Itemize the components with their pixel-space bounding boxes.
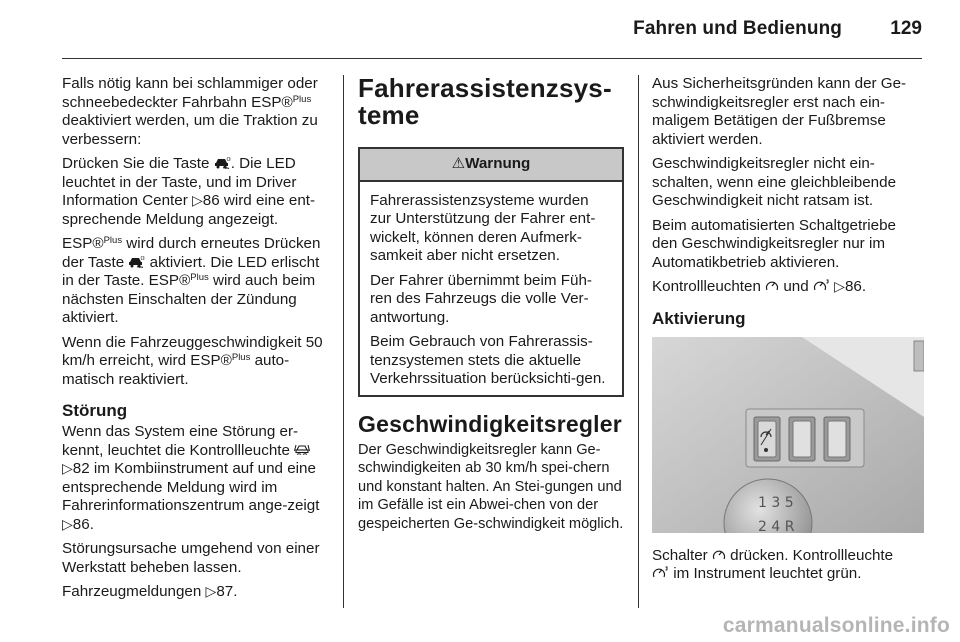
warning-header <box>360 149 622 182</box>
esp-off-car-icon <box>214 156 231 169</box>
page-reference[interactable]: 86 <box>844 278 862 295</box>
svg-text:OFF: O <box>140 255 145 262</box>
column-divider-left <box>343 75 344 608</box>
paragraph: Falls nötig kann bei schlammiger oder schneebedeckter Fahrbahn ESP®$^{Plus}$ deaktiviert werden, um die Traktion zu verbessern: <box>62 75 318 148</box>
page-reference[interactable]: 86 <box>202 192 220 209</box>
subheading-stoerung: Störung <box>62 401 128 420</box>
section-heading-geschwindigkeitsregler: Geschwindigkeitsregler <box>358 410 622 437</box>
arrow-icon: ▷ <box>192 193 203 209</box>
warning-title: Warnung <box>465 155 531 172</box>
svg-text:2 4 R: 2 4 R <box>758 518 795 533</box>
page-number: 129 <box>890 18 922 39</box>
paragraph: Kontrollleuchten und ▷86. <box>652 278 867 295</box>
page-header-title: Fahren und Bedienung <box>633 18 842 39</box>
dashboard-switch-photo <box>652 337 924 533</box>
column-divider-right <box>638 75 639 608</box>
page-reference[interactable]: 82 <box>72 460 90 477</box>
svg-text:OFF: O <box>226 157 231 163</box>
cruise-control-set-lamp-icon <box>813 279 830 292</box>
warning-box <box>358 147 624 397</box>
column-middle <box>358 75 624 539</box>
paragraph: Wenn das System eine Störung er-kennt, leuchtet die Kontrollleuchte ▷82 im Kombiinstrument auf und eine entsprechende Meldung wird im Fahrerinformationszentrum ange-zeigt ▷86. <box>62 423 320 533</box>
header-divider <box>62 58 922 59</box>
paragraph: Geschwindigkeitsregler nicht ein-schalten, wenn eine gleichbleibende Geschwindigkeit nicht ratsam ist. <box>652 155 897 209</box>
page-reference[interactable]: 87 <box>216 583 234 600</box>
warning-paragraph: Fahrerassistenzsysteme wurden zur Unterstützung der Fahrer ent-wickelt, können deren Aufmerk-samkeit aber nicht ersetzen. <box>370 191 596 264</box>
arrow-icon: ▷ <box>62 516 73 533</box>
watermark: carmanualsonline.info <box>722 614 950 637</box>
column-left <box>62 75 330 608</box>
arrow-icon: ▷ <box>62 461 73 477</box>
paragraph: Aus Sicherheitsgründen kann der Ge-schwindigkeitsregler erst nach ein-maligem Betätigen der Fußbremse aktiviert werden. <box>652 75 907 148</box>
paragraph: ESP®$^{Plus}$ wird durch erneutes Drücken der Taste O aktiviert. Die LED erlischt in der Taste. ESP®$^{Plus}$ wird auch beim nächsten Einschalten der Zündung aktiviert. <box>62 235 321 326</box>
paragraph: Drücken Sie die Taste O . Die LED leuchtet in der Taste, und im Driver Information Center ▷86 wird eine ent-sprechende Meldung angezeigt. <box>62 155 316 228</box>
cruise-control-lamp-icon <box>712 548 726 561</box>
page-reference[interactable]: 86 <box>72 515 90 533</box>
paragraph: Fahrzeugmeldungen ▷87. <box>62 583 238 600</box>
paragraph: Wenn die Fahrzeuggeschwindigkeit 50 km/h erreicht, wird ESP®$^{Plus}$ auto-matisch reaktiviert. <box>62 333 323 388</box>
section-heading-fahrerassistenzsysteme: Fahrerassistenzsys-teme <box>358 73 612 130</box>
subheading-aktivierung: Aktivierung <box>652 308 746 328</box>
warning-paragraph: Beim Gebrauch von Fahrerassis-tenzsystemen stets die aktuelle Verkehrssituation berücksichti-gen. <box>370 333 606 387</box>
paragraph: Beim automatisierten Schaltgetriebe den Geschwindigkeitsregler nur im Automatikbetrieb aktivieren. <box>652 216 896 271</box>
arrow-icon: ▷ <box>834 279 845 295</box>
paragraph: Schalter drücken. Kontrollleuchte im Instrument leuchtet grün. <box>652 546 894 582</box>
paragraph: Störungsursache umgehend von einer Werkstatt beheben lassen. <box>62 540 320 576</box>
warning-body <box>360 182 622 395</box>
arrow-icon: ▷ <box>205 584 217 600</box>
paragraph: Der Geschwindigkeitsregler kann Ge-schwindigkeiten ab 30 km/h spei-chern und konstant halten. An Stei-gungen und im Gefälle ist ein Abwei-chen von der gespeicherten Ge-schwindigkeit möglich. <box>358 441 624 532</box>
cruise-control-lamp-icon <box>765 279 779 292</box>
cruise-control-set-lamp-icon <box>652 566 669 579</box>
warning-triangle-icon: ⚠ <box>451 154 466 172</box>
warning-paragraph: Der Fahrer übernimmt beim Füh-ren des Fahrzeugs die volle Ver-antwortung. <box>370 271 592 326</box>
esp-off-car-icon <box>128 255 145 268</box>
esp-warning-lamp-icon <box>294 443 310 456</box>
column-right <box>652 75 924 590</box>
svg-text:1 3 5: 1 3 5 <box>758 494 794 511</box>
